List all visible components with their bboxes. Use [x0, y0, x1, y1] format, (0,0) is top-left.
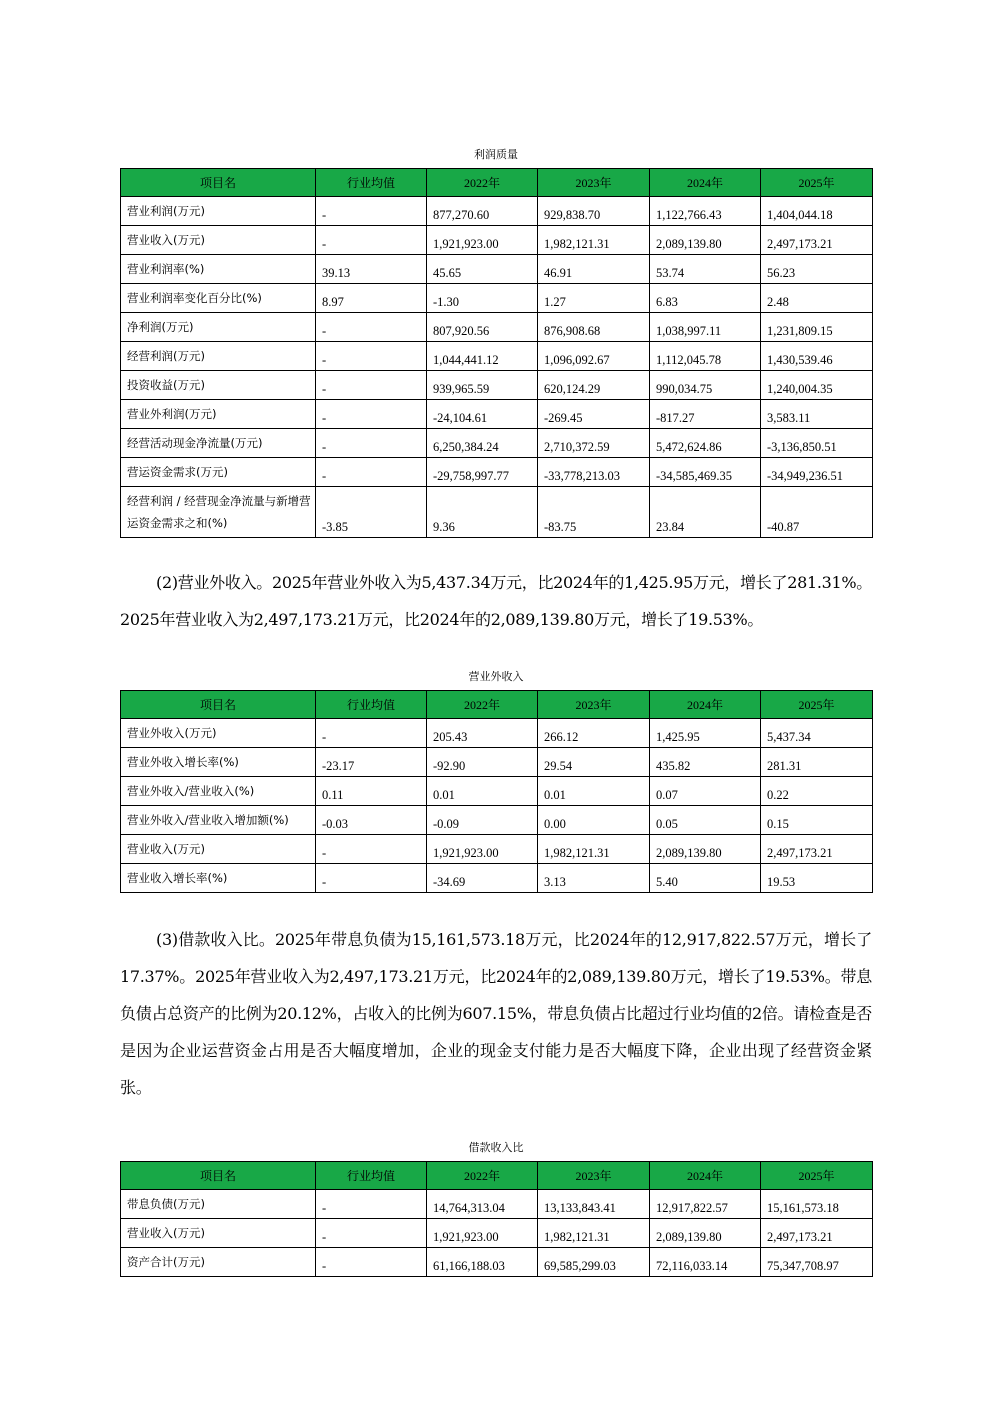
cell-value: 876,908.68 — [538, 313, 650, 342]
cell-value: - — [316, 429, 427, 458]
table-caption: 利润质量 — [474, 148, 518, 161]
cell-value: 1,982,121.31 — [538, 226, 650, 255]
cell-value: - — [316, 371, 427, 400]
row-label: 营业利润(万元) — [121, 197, 316, 226]
cell-value: 5,437.34 — [761, 719, 873, 748]
paragraph-text: (3)借款收入比。2025年带息负债为15,161,573.18万元，比2024年的12,917,822.57万元，增长了17.37%。2025年营业收入为2,497,173.21万元，比2024年的2,089,139.80万元，增长了19.53%。带息负债占总资产的比例为20.12%，占收入的比例为607.15%，带息负债占比超过行业均值的2倍。请检查是否是因为企业运营资金占用是否大幅度增加，企业的现金支付能力是否大幅度下降，企业出现了经营资金紧张。 — [120, 930, 872, 1097]
cell-value: -269.45 — [538, 400, 650, 429]
cell-value: -24,104.61 — [427, 400, 538, 429]
cell-value: 2,089,139.80 — [650, 1219, 761, 1248]
table-row — [121, 400, 873, 429]
cell-value: 1,096,092.67 — [538, 342, 650, 371]
cell-value: - — [316, 719, 427, 748]
cell-value: 61,166,188.03 — [427, 1248, 538, 1277]
cell-value: 29.54 — [538, 748, 650, 777]
header-year: 2023年 — [538, 691, 650, 719]
cell-value: 266.12 — [538, 719, 650, 748]
table-row — [121, 458, 873, 487]
table-header-row — [121, 691, 873, 719]
table-row — [121, 429, 873, 458]
cell-value: 2,497,173.21 — [761, 835, 873, 864]
cell-value: 1,921,923.00 — [427, 226, 538, 255]
cell-value: 0.11 — [316, 777, 427, 806]
paragraph-nonoperating-income — [120, 564, 872, 638]
table-row — [121, 197, 873, 226]
cell-value: 1,921,923.00 — [427, 1219, 538, 1248]
header-year: 2025年 — [761, 1162, 873, 1190]
cell-value: - — [316, 1219, 427, 1248]
cell-value: 56.23 — [761, 255, 873, 284]
row-label: 营业外收入/营业收入(%) — [121, 777, 316, 806]
row-label: 经营利润(万元) — [121, 342, 316, 371]
cell-value: 0.07 — [650, 777, 761, 806]
row-label: 营业外收入增长率(%) — [121, 748, 316, 777]
table-row — [121, 226, 873, 255]
cell-value: 990,034.75 — [650, 371, 761, 400]
cell-value: - — [316, 197, 427, 226]
cell-value: 0.22 — [761, 777, 873, 806]
cell-value: 2,710,372.59 — [538, 429, 650, 458]
cell-value: 1,921,923.00 — [427, 835, 538, 864]
row-label: 营业外利润(万元) — [121, 400, 316, 429]
debt-revenue-table — [120, 1161, 873, 1277]
cell-value: -34,585,469.35 — [650, 458, 761, 487]
table-row — [121, 777, 873, 806]
table-row — [121, 313, 873, 342]
table-header-row — [121, 1162, 873, 1190]
cell-value: 15,161,573.18 — [761, 1190, 873, 1219]
cell-value: 19.53 — [761, 864, 873, 893]
cell-value: 0.15 — [761, 806, 873, 835]
header-year: 2024年 — [650, 1162, 761, 1190]
cell-value: 1,982,121.31 — [538, 835, 650, 864]
paragraph-debt-revenue-ratio — [120, 921, 872, 1106]
cell-value: 0.01 — [427, 777, 538, 806]
row-label: 营业收入(万元) — [121, 226, 316, 255]
header-year: 2025年 — [761, 691, 873, 719]
cell-value: -3.85 — [316, 487, 427, 538]
cell-value: 2,089,139.80 — [650, 226, 761, 255]
cell-value: 2,497,173.21 — [761, 1219, 873, 1248]
cell-value: - — [316, 1248, 427, 1277]
cell-value: - — [316, 400, 427, 429]
header-year: 2024年 — [650, 169, 761, 197]
table-row — [121, 371, 873, 400]
cell-value: - — [316, 835, 427, 864]
cell-value: 8.97 — [316, 284, 427, 313]
cell-value: 5.40 — [650, 864, 761, 893]
cell-value: 1,425.95 — [650, 719, 761, 748]
cell-value: - — [316, 342, 427, 371]
row-label: 资产合计(万元) — [121, 1248, 316, 1277]
cell-value: 53.74 — [650, 255, 761, 284]
cell-value: - — [316, 864, 427, 893]
row-label: 营业利润率(%) — [121, 255, 316, 284]
cell-value: 1.27 — [538, 284, 650, 313]
header-item-name: 项目名 — [121, 1162, 316, 1190]
cell-value: 205.43 — [427, 719, 538, 748]
cell-value: -92.90 — [427, 748, 538, 777]
cell-value: 1,038,997.11 — [650, 313, 761, 342]
table-row — [121, 255, 873, 284]
table-row — [121, 719, 873, 748]
row-label: 营业外收入(万元) — [121, 719, 316, 748]
cell-value: 2,497,173.21 — [761, 226, 873, 255]
cell-value: 1,240,004.35 — [761, 371, 873, 400]
cell-value: 1,122,766.43 — [650, 197, 761, 226]
row-label: 带息负债(万元) — [121, 1190, 316, 1219]
table-caption: 借款收入比 — [468, 1141, 524, 1154]
profit-quality-table — [120, 168, 873, 538]
cell-value: 9.36 — [427, 487, 538, 538]
header-industry-avg: 行业均值 — [316, 691, 427, 719]
cell-value: 0.05 — [650, 806, 761, 835]
cell-value: -3,136,850.51 — [761, 429, 873, 458]
cell-value: -0.09 — [427, 806, 538, 835]
row-label: 营业收入增长率(%) — [121, 864, 316, 893]
cell-value: -817.27 — [650, 400, 761, 429]
row-label: 净利润(万元) — [121, 313, 316, 342]
cell-value: -23.17 — [316, 748, 427, 777]
header-year: 2025年 — [761, 169, 873, 197]
cell-value: 1,231,809.15 — [761, 313, 873, 342]
cell-value: 807,920.56 — [427, 313, 538, 342]
nonoperating-income-table — [120, 690, 873, 893]
table-header-row — [121, 169, 873, 197]
row-label: 营业收入(万元) — [121, 835, 316, 864]
table-row — [121, 864, 873, 893]
cell-value: 620,124.29 — [538, 371, 650, 400]
cell-value: 1,404,044.18 — [761, 197, 873, 226]
table-caption: 营业外收入 — [468, 670, 524, 683]
cell-value: 1,044,441.12 — [427, 342, 538, 371]
row-label: 经营利润 / 经营现金净流量与新增营运资金需求之和(%) — [121, 487, 316, 538]
cell-value: 2.48 — [761, 284, 873, 313]
cell-value: 75,347,708.97 — [761, 1248, 873, 1277]
cell-value: 929,838.70 — [538, 197, 650, 226]
cell-value: 0.00 — [538, 806, 650, 835]
cell-value: 72,116,033.14 — [650, 1248, 761, 1277]
cell-value: 0.01 — [538, 777, 650, 806]
row-label: 营业收入(万元) — [121, 1219, 316, 1248]
cell-value: -83.75 — [538, 487, 650, 538]
table-row — [121, 748, 873, 777]
cell-value: -29,758,997.77 — [427, 458, 538, 487]
header-year: 2022年 — [427, 691, 538, 719]
cell-value: -33,778,213.03 — [538, 458, 650, 487]
cell-value: 3.13 — [538, 864, 650, 893]
cell-value: 877,270.60 — [427, 197, 538, 226]
paragraph-text: (2)营业外收入。2025年营业外收入为5,437.34万元，比2024年的1,425.95万元，增长了281.31%。2025年营业收入为2,497,173.21万元，比2024年的2,089,139.80万元，增长了19.53%。 — [120, 573, 872, 629]
cell-value: 6,250,384.24 — [427, 429, 538, 458]
row-label: 投资收益(万元) — [121, 371, 316, 400]
cell-value: 45.65 — [427, 255, 538, 284]
cell-value: 14,764,313.04 — [427, 1190, 538, 1219]
cell-value: 46.91 — [538, 255, 650, 284]
header-year: 2023年 — [538, 169, 650, 197]
header-year: 2023年 — [538, 1162, 650, 1190]
row-label: 营运资金需求(万元) — [121, 458, 316, 487]
table-row — [121, 1219, 873, 1248]
cell-value: 6.83 — [650, 284, 761, 313]
table-row — [121, 342, 873, 371]
header-year: 2022年 — [427, 169, 538, 197]
table-row — [121, 1248, 873, 1277]
header-year: 2024年 — [650, 691, 761, 719]
table-row — [121, 284, 873, 313]
table-row — [121, 487, 873, 538]
cell-value: 1,112,045.78 — [650, 342, 761, 371]
cell-value: 13,133,843.41 — [538, 1190, 650, 1219]
cell-value: - — [316, 1190, 427, 1219]
table-row — [121, 806, 873, 835]
cell-value: 39.13 — [316, 255, 427, 284]
cell-value: -34,949,236.51 — [761, 458, 873, 487]
cell-value: - — [316, 313, 427, 342]
cell-value: -0.03 — [316, 806, 427, 835]
cell-value: 5,472,624.86 — [650, 429, 761, 458]
row-label: 营业外收入/营业收入增加额(%) — [121, 806, 316, 835]
row-label: 经营活动现金净流量(万元) — [121, 429, 316, 458]
cell-value: 23.84 — [650, 487, 761, 538]
cell-value: 939,965.59 — [427, 371, 538, 400]
cell-value: 12,917,822.57 — [650, 1190, 761, 1219]
header-item-name: 项目名 — [121, 169, 316, 197]
table-row — [121, 1190, 873, 1219]
cell-value: 1,982,121.31 — [538, 1219, 650, 1248]
cell-value: 69,585,299.03 — [538, 1248, 650, 1277]
header-industry-avg: 行业均值 — [316, 169, 427, 197]
cell-value: 2,089,139.80 — [650, 835, 761, 864]
header-year: 2022年 — [427, 1162, 538, 1190]
cell-value: - — [316, 458, 427, 487]
header-item-name: 项目名 — [121, 691, 316, 719]
cell-value: 3,583.11 — [761, 400, 873, 429]
cell-value: 435.82 — [650, 748, 761, 777]
header-industry-avg: 行业均值 — [316, 1162, 427, 1190]
row-label: 营业利润率变化百分比(%) — [121, 284, 316, 313]
cell-value: -1.30 — [427, 284, 538, 313]
cell-value: 1,430,539.46 — [761, 342, 873, 371]
cell-value: - — [316, 226, 427, 255]
cell-value: 281.31 — [761, 748, 873, 777]
table-row — [121, 835, 873, 864]
cell-value: -40.87 — [761, 487, 873, 538]
cell-value: -34.69 — [427, 864, 538, 893]
